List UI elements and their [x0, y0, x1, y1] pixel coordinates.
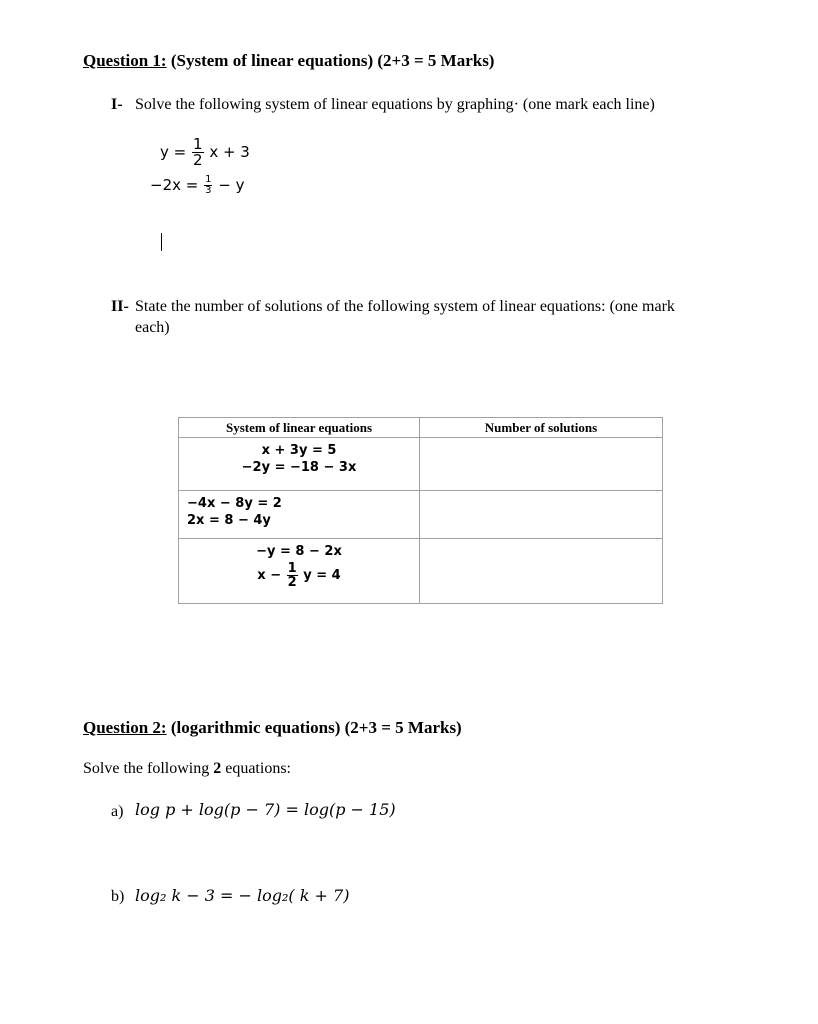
equation-2-fraction-denominator: 3 [205, 185, 212, 196]
part-1-instruction: Solve the following system of linear equations by graphing· (one mark each line) [135, 96, 655, 113]
system-cell [179, 539, 420, 604]
question-1-title [83, 51, 494, 71]
equation-2-rhs: − y [218, 176, 245, 194]
item-b-equation: log₂ k − 3 = − log₂( k + 7) [135, 886, 350, 905]
equation-1-fraction-denominator: 2 [193, 151, 203, 169]
system-3-line-2 [185, 562, 413, 589]
system-3-line-2-pre: x − [257, 568, 282, 583]
text-cursor [161, 233, 162, 251]
header-number-of-solutions: Number of solutions [420, 418, 663, 438]
question-2-heading: (logarithmic equations) (2+3 = 5 Marks) [166, 718, 462, 737]
equation-2 [150, 175, 244, 196]
item-a-equation: log p + log(p − 7) = log(p − 15) [135, 800, 396, 819]
system-cell [179, 438, 420, 491]
equation-1-rhs: x + 3 [209, 143, 250, 161]
question-2-title [83, 718, 462, 738]
equation-2-lhs: −2x = [150, 176, 199, 194]
question-1-heading: (System of linear equations) (2+3 = 5 Marks) [166, 51, 495, 70]
table-row [179, 539, 663, 604]
system-3-fraction-numerator: 1 [287, 561, 297, 576]
intro-pre: Solve the following [83, 760, 214, 777]
solutions-cell[interactable] [420, 438, 663, 491]
system-3-line-1: −y = 8 − 2x [256, 544, 342, 559]
system-2-line-2: 2x = 8 − 4y [187, 513, 271, 528]
part-2-instruction-line-2: each) [135, 319, 170, 336]
equation-1-lhs: y = [160, 143, 187, 161]
part-2-instruction-line-1: State the number of solutions of the following system of linear equations: (one mark [135, 298, 675, 315]
part-1-label: I- [111, 96, 123, 113]
systems-table [178, 417, 663, 604]
system-2-line-1: −4x − 8y = 2 [187, 496, 282, 511]
system-1-line-1: x + 3y = 5 [261, 443, 337, 458]
question-2-intro [83, 760, 291, 778]
solutions-cell[interactable] [420, 539, 663, 604]
table-row [179, 491, 663, 539]
equation-1-fraction-numerator: 1 [193, 135, 203, 153]
system-cell [179, 491, 420, 539]
system-3-fraction [287, 562, 298, 589]
question-1-number: Question 1: [83, 51, 167, 70]
part-2-label: II- [111, 298, 129, 315]
intro-post: equations: [221, 760, 291, 777]
equation-1-fraction [192, 137, 204, 168]
item-b-label: b) [111, 888, 125, 905]
table-header-row [179, 418, 663, 438]
question-2-number: Question 2: [83, 718, 167, 737]
equation-1 [160, 137, 250, 168]
equation-2-fraction [204, 175, 212, 196]
system-3-line-2-post: y = 4 [303, 568, 341, 583]
intro-bold: 2 [213, 760, 222, 777]
system-3-fraction-denominator: 2 [287, 575, 297, 590]
header-system: System of linear equations [179, 418, 420, 438]
item-a-label: a) [111, 803, 124, 820]
system-1-line-2: −2y = −18 − 3x [241, 460, 357, 475]
solutions-cell[interactable] [420, 491, 663, 539]
table-row [179, 438, 663, 491]
equation-2-fraction-numerator: 1 [205, 174, 212, 185]
